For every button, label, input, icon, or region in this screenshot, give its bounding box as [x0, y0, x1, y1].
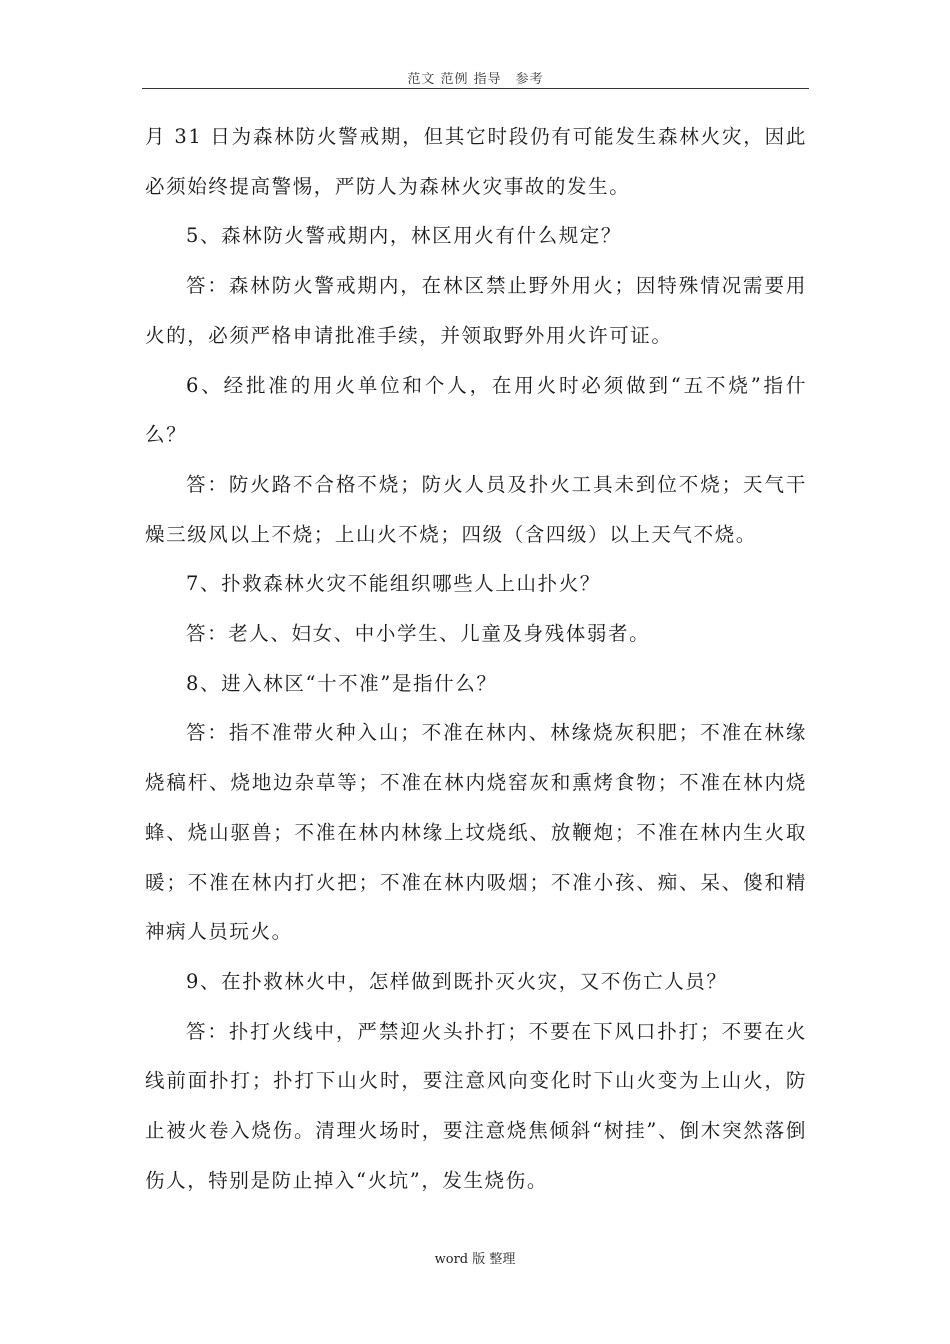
- answer-8: 答：指不准带火种入山；不准在林内、林缘烧灰积肥；不准在林缘烧稿杆、烧地边杂草等；不准在林内烧窑灰和熏烤食物；不准在林内烧蜂、烧山驱兽；不准在林内林缘上坟烧纸、放鞭炮；不准在林内生火取暖；不准在林内打火把；不准在林内吸烟；不准小孩、痴、呆、傻和精神病人员玩火。: [145, 721, 807, 944]
- question-9: 9、在扑救林火中，怎样做到既扑灭火灾，又不伤亡人员？: [186, 969, 728, 993]
- answer-5: 答：森林防火警戒期内，在林区禁止野外用火；因特殊情况需要用火的，必须严格申请批准手续，并领取野外用火许可证。: [145, 274, 807, 347]
- answer-9: 答：扑打火线中，严禁迎火头扑打；不要在下风口扑打；不要在火线前面扑打；扑打下山火时，要注意风向变化时下山火变为上山火，防止被火卷入烧伤。清理火场时，要注意烧焦倾斜“树挂”、倒木突然落倒伤人，特别是防止掉入“火坑”，发生烧伤。: [145, 1019, 807, 1192]
- document-body: [145, 112, 807, 1205]
- answer-7: 答：老人、妇女、中小学生、儿童及身残体弱者。: [186, 622, 651, 646]
- page-footer: [0, 1248, 950, 1267]
- paragraph: 月 31 日为森林防火警戒期，但其它时段仍有可能发生森林火灾，因此必须始终提高警惕，严防人为森林火灾事故的发生。: [145, 125, 807, 198]
- page-header: [142, 68, 809, 89]
- question-5: 5、森林防火警戒期内，林区用火有什么规定？: [186, 224, 623, 248]
- footer-text: word 版 整理: [434, 1252, 516, 1267]
- answer-6: 答：防火路不合格不烧；防火人员及扑火工具未到位不烧；天气干燥三级风以上不烧；上山火不烧；四级（含四级）以上天气不烧。: [145, 472, 807, 546]
- question-8: 8、进入林区“十不准”是指什么？: [186, 671, 498, 695]
- header-text: 范文 范例 指导 参考: [407, 72, 544, 87]
- question-6: 6、经批准的用火单位和个人，在用火时必须做到“五不烧”指什么？: [145, 373, 807, 447]
- question-7: 7、扑救森林火灾不能组织哪些人上山扑火？: [186, 572, 601, 596]
